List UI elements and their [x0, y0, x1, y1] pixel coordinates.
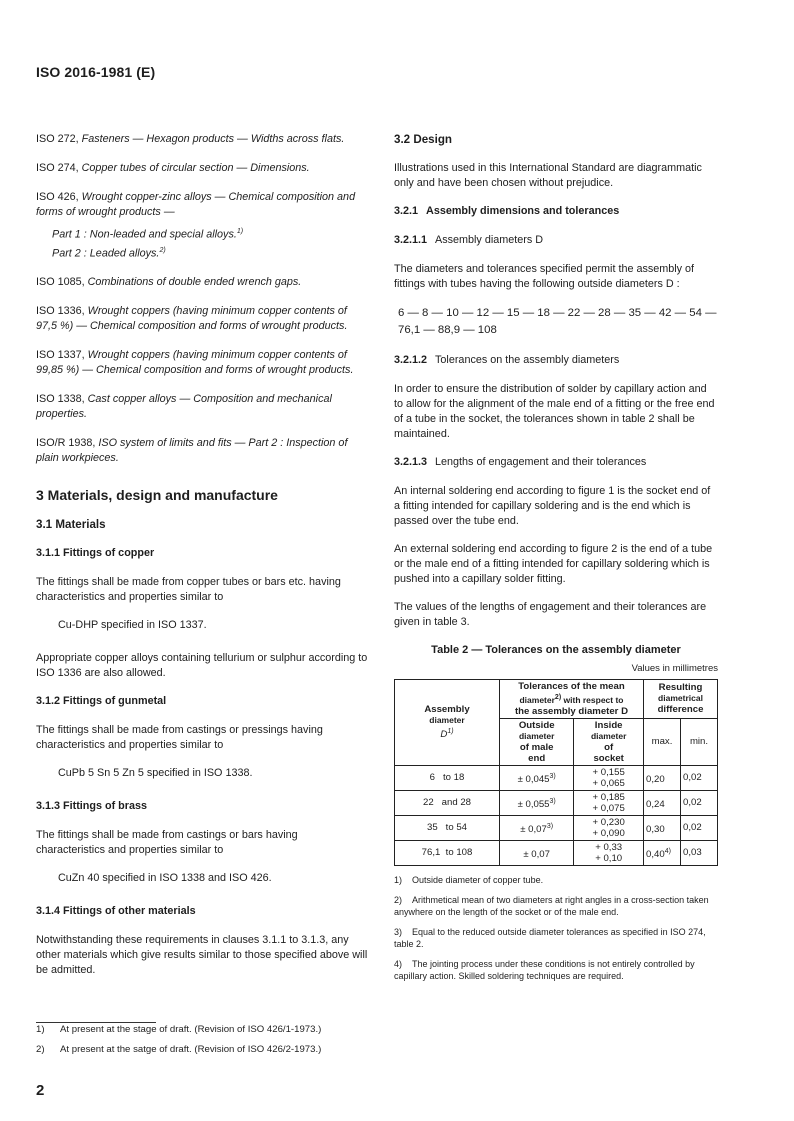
spec-3-1-1: Cu-DHP specified in ISO 1337. [58, 619, 207, 632]
paragraph-3-2-1-3c: The values of the lengths of engagement and their tolerances are given in table 3. [394, 601, 707, 628]
table-footnote-4: 4) The jointing process under these conditions is not entirely controlled by capillary action. Skilled soldering techniques are required. [394, 958, 695, 981]
section-3-1-2-heading: 3.1.2 Fittings of gunmetal [36, 695, 167, 708]
diameter-sequence-line-1: 6 — 8 — 10 — 12 — 15 — 18 — 22 — 28 — 35 — 42 — 54 — [398, 307, 717, 319]
table-row [395, 765, 718, 790]
section-3-2-heading: 3.2 Design [394, 133, 452, 146]
section-3-2-1-1-heading: 3.2.1.1 Assembly diameters D [394, 234, 544, 246]
section-3-heading: 3 Materials, design and manufacture [36, 487, 278, 504]
reference-iso-426-part1: Part 1 : Non-leaded and special alloys.$^{1)}$ [52, 228, 244, 241]
table-footnote-2: 2) Arithmetical mean of two diameters at right angles in a cross-section taken anywhere on the length of the socket or of the male end. [394, 894, 709, 917]
section-3-1-heading: 3.1 Materials [36, 518, 106, 532]
cell-inside: + 0,230 + 0,090 [574, 815, 644, 840]
reference-iso-1336: ISO 1336, Wrought coppers (having minimum copper contents of 97,5 %) — Chemical composition and forms of wrought products. [36, 305, 348, 333]
paragraph-3-1-2: The fittings shall be made from castings or pressings having characteristics and properties similar to [36, 724, 323, 752]
section-3-1-3-heading: 3.1.3 Fittings of brass [36, 800, 147, 813]
cell-diameter: 22 and 28 [395, 790, 500, 815]
paragraph-3-2-1-3a: An internal soldering end according to figure 1 is the socket end of a fitting intended for capillary soldering and is the end which is passed over the tube end. [394, 485, 711, 527]
table-row [395, 790, 718, 815]
header-outside-diameter: Outside diameter of male end [500, 718, 574, 765]
header-max: max. [644, 718, 681, 765]
cell-outside: ± $0,055^{3)}$ [500, 790, 574, 815]
cell-max: 0,20 [644, 765, 681, 790]
diameter-sequence-line-2: 76,1 — 88,9 — 108 [398, 324, 497, 336]
paragraph-3-2-1-3b: An external soldering end according to figure 2 is the end of a tube or the male end of a fitting intended for capillary soldering which is pushed into a capillary solder fitting. [394, 543, 713, 585]
cell-diameter: 6 to 18 [395, 765, 500, 790]
cell-inside: + 0,185 + 0,075 [574, 790, 644, 815]
paragraph-3-1-4: Notwithstanding these requirements in clauses 3.1.1 to 3.1.3, any other materials which give results similar to those specified above will be admitted. [36, 934, 368, 977]
reference-iso-426: ISO 426, Wrought copper-zinc alloys — Chemical composition and forms of wrought products — [36, 191, 356, 218]
section-3-2-1-2-heading: 3.2.1.2 Tolerances on the assembly diameters [394, 354, 620, 366]
section-3-2-1-3-heading: 3.2.1.3 Lengths of engagement and their tolerances [394, 456, 647, 468]
reference-iso-r-1938: ISO/R 1938, ISO system of limits and fits — Part 2 : Inspection of plain workpieces. [36, 437, 348, 465]
table-footnote-3: 3) Equal to the reduced outside diameter tolerances as specified in ISO 274, table 2. [394, 926, 706, 949]
reference-iso-272: ISO 272, Fasteners — Hexagon products — Widths across flats. [36, 133, 345, 145]
section-3-1-4-heading: 3.1.4 Fittings of other materials [36, 905, 196, 918]
cell-min: 0,02 [681, 815, 718, 840]
paragraph-3-1-1: The fittings shall be made from copper tubes or bars etc. having characteristics and properties similar to [36, 576, 341, 604]
header-inside-diameter: Inside diameter of socket [574, 718, 644, 765]
cell-max: 0,24 [644, 790, 681, 815]
cell-diameter: 35 to 54 [395, 815, 500, 840]
reference-iso-1337: ISO 1337, Wrought coppers (having minimum copper contents of 99,85 %) — Chemical composition and forms of wrought products. [36, 349, 354, 377]
reference-iso-426-part2: Part 2 : Leaded alloys.$^{2)}$ [52, 246, 166, 260]
paragraph-3-2-1-2: In order to ensure the distribution of solder by capillary action and to allow for the alignment of the male end of a fitting or the free end of a tube in the socket, the tolerances shown in table 2 shall be maintained. [394, 383, 715, 440]
spec-3-1-2: CuPb 5 Sn 5 Zn 5 specified in ISO 1338. [58, 767, 253, 780]
paragraph-3-1-1b: Appropriate copper alloys containing tellurium or sulphur according to ISO 1336 are also allowed. [36, 652, 368, 680]
table-2-title: Table 2 — Tolerances on the assembly diameter [431, 644, 681, 656]
cell-inside: + 0,33 + 0,10 [574, 840, 644, 865]
cell-outside: ± 0,07 [500, 840, 574, 865]
header-resulting-difference: Resulting diametrical difference [644, 680, 718, 719]
header-assembly-diameter: Assembly diameter $D^{1)}$ [395, 680, 500, 766]
cell-min: 0,03 [681, 840, 718, 865]
paragraph-3-1-3: The fittings shall be made from castings or bars having characteristics and properties similar to [36, 829, 298, 857]
left-column [36, 132, 369, 991]
footnote-divider [36, 1022, 156, 1023]
reference-iso-274: ISO 274, Copper tubes of circular section — Dimensions. [36, 162, 310, 174]
cell-max: 0,40$^{4)}$ [644, 840, 681, 865]
spec-3-1-3: CuZn 40 specified in ISO 1338 and ISO 426. [58, 872, 272, 885]
table-header-row-1 [395, 680, 718, 719]
cell-min: 0,02 [681, 790, 718, 815]
document-header: ISO 2016-1981 (E) [36, 64, 156, 80]
cell-min: 0,02 [681, 765, 718, 790]
page-number: 2 [36, 1082, 45, 1099]
right-column [394, 132, 718, 990]
reference-iso-1338: ISO 1338, Cast copper alloys — Composition and mechanical properties. [36, 393, 332, 421]
cell-outside: ± $0,045^{3)}$ [500, 765, 574, 790]
cell-outside: ± $0,07^{3)}$ [500, 815, 574, 840]
header-min: min. [681, 718, 718, 765]
cell-max: 0,30 [644, 815, 681, 840]
cell-diameter: 76,1 to 108 [395, 840, 500, 865]
paragraph-3-2-1-1: The diameters and tolerances specified permit the assembly of fittings with tubes having the following outside diameters D : [394, 263, 695, 290]
section-3-1-1-heading: 3.1.1 Fittings of copper [36, 547, 155, 560]
table-2-units: Values in millimetres [631, 663, 718, 674]
tolerance-table [394, 679, 718, 866]
paragraph-3-2: Illustrations used in this International Standard are diagrammatic only and have been chosen without prejudice. [394, 162, 702, 189]
table-row [395, 815, 718, 840]
header-tolerances: Tolerances of the mean diameter$^{2)}$ with respect to the assembly diameter D [500, 680, 644, 719]
table-footnote-1: 1) Outside diameter of copper tube. [394, 874, 544, 885]
table-row [395, 840, 718, 865]
page-footnote-2: 2) At present at the satge of draft. (Revision of ISO 426/2-1973.) [36, 1044, 322, 1055]
cell-inside: + 0,155 + 0,065 [574, 765, 644, 790]
page-footnote-1: 1) At present at the stage of draft. (Revision of ISO 426/1-1973.) [36, 1024, 322, 1035]
section-3-2-1-heading: 3.2.1 Assembly dimensions and tolerances [394, 205, 620, 217]
reference-iso-1085: ISO 1085, Combinations of double ended wrench gaps. [36, 276, 302, 289]
